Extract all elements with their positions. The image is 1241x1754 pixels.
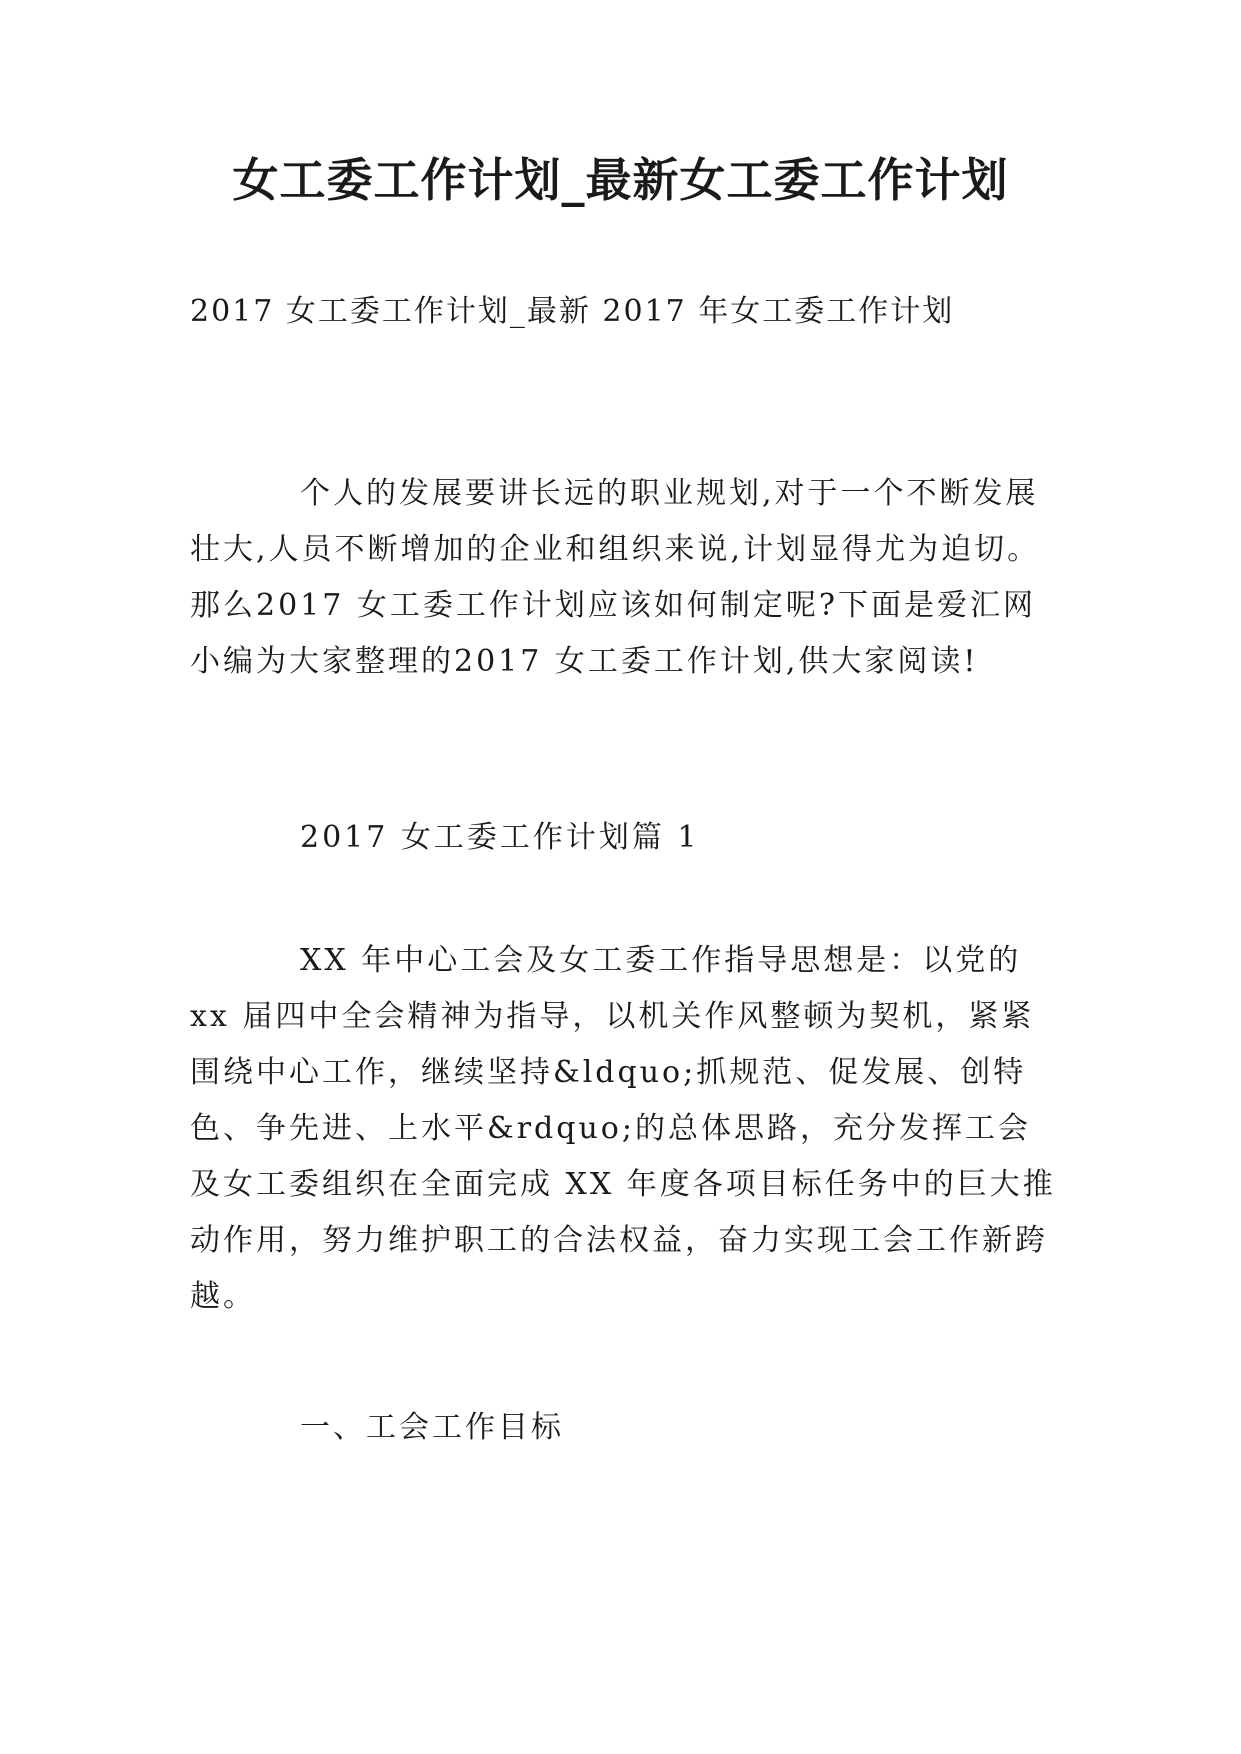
subheading-work-goals: 一、工会工作目标 bbox=[300, 1410, 564, 1445]
intro-paragraph: 个人的发展要讲长远的职业规划,对于一个不断发展壮大,人员不断增加的企业和组织来说,计划显得尤为迫切。那么2017 女工委工作计划应该如何制定呢?下面是爱汇网小编为大家整理的2017 女工委工作计划,供大家阅读! bbox=[190, 476, 1041, 679]
document-title: 女工委工作计划_最新女工委工作计划 bbox=[232, 153, 1009, 207]
guiding-paragraph: XX 年中心工会及女工委工作指导思想是：以党的 xx 届四中全会精神为指导，以机关作风整顿为契机，紧紧围绕中心工作，继续坚持&ldquo;抓规范、促发展、创特色、争先进、上水平&rdquo;的总体思路，充分发挥工会及女工委组织在全面完成 XX 年度各项目标任务中的巨大推动作用，努力维护职工的合法权益，奋力实现工会工作新跨越。 bbox=[190, 943, 1056, 1314]
section-heading: 2017 女工委工作计划篇 1 bbox=[300, 820, 700, 855]
document-subtitle: 2017 女工委工作计划_最新 2017 年女工委工作计划 bbox=[190, 294, 955, 329]
